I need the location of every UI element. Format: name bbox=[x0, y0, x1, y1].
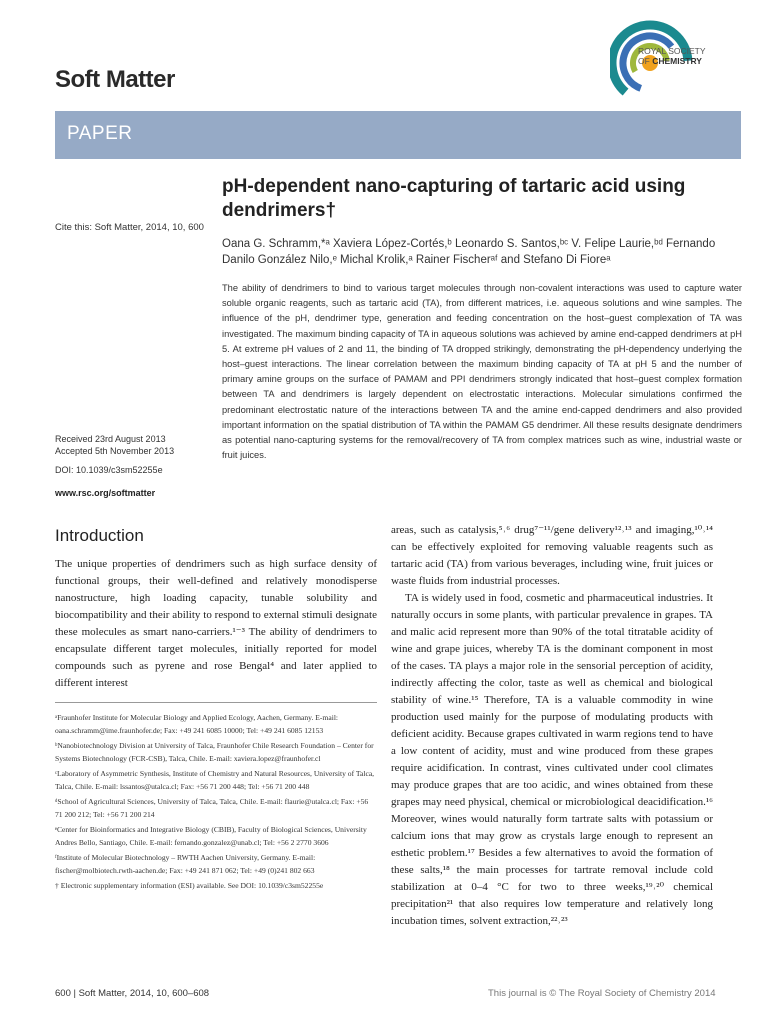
logo-wordmark bbox=[638, 46, 706, 66]
journal-website-link[interactable]: www.rsc.org/softmatter bbox=[55, 488, 156, 498]
logo-line-1: ROYAL SOCIETY bbox=[638, 46, 706, 56]
received-date: Received 23rd August 2013 bbox=[55, 434, 166, 444]
intro-paragraph-3: TA is widely used in food, cosmetic and pharmaceutical industries. It naturally occurs in some plants, with particular prevalence in grapes. TA and malic acid represent more than 90% of the total titratable acidity of wine and grape juices, whereby TA is the dominant component in most of the cases. TA plays a major role in the sensorial perception of acidity, indirectly affecting the color, taste as well as chemical and biological stability of wine.¹⁵ Therefore, TA is a valuable commodity in wine production used mainly for the purpose of modulating products with deficient acidity. Because grapes cultivated in warm regions tend to have a low content of acidity, must and wine produced from these grapes require acidification. In contrast, vines cultivated under cool climates may produce grapes that are too acidic, and wines obtained from these grapes may need physical, chemical or microbiological deacidification.¹⁶ Moreover, wines would naturally form tartrate salts with potassium or calcium ions that may grow as crystals large enough to represent an esthetic problem.¹⁷ Besides a few alternatives to avoid the formation of these salts,¹⁸ the main processes for tartrate removal include cold stabilization at 0–4 °C for two to three weeks,¹⁹˒²⁰ chemical precipitation²¹ that also requires low temperature and relatively long incubation times, solvent extraction,²²˒²³ bbox=[391, 592, 713, 927]
journal-title: Soft Matter bbox=[55, 66, 175, 93]
article-dates bbox=[55, 433, 174, 457]
footnote-c: ᶜLaboratory of Asymmetric Synthesis, Institute of Chemistry and Natural Resources, University of Talca, Talca, Chile. E-mail: lssantos@utalca.cl; Fax: +56 71 200 448; Tel: +56 71 200 448 bbox=[55, 769, 375, 791]
article-type-band bbox=[55, 111, 741, 159]
section-heading-introduction: Introduction bbox=[55, 526, 144, 545]
footnote-f: ᶠInstitute of Molecular Biotechnology – RWTH Aachen University, Germany. E-mail: fischer@molbiotech.rwth-aachen.de; Fax: +49 241 871 062; Tel: +49 (0)241 802 663 bbox=[55, 853, 316, 875]
article-title: pH-dependent nano-capturing of tartaric acid using dendrimers† bbox=[222, 176, 686, 221]
footnote-b: ᵇNanobiotechnology Division at University of Talca, Fraunhofer Chile Research Foundation – Center for Systems Biotechnology (FCR-CSB), Talca, Chile. E-mail: xaviera.lopez@fraunhofer.cl bbox=[55, 741, 374, 763]
page-footer-citation: 600 | Soft Matter, 2014, 10, 600–608 bbox=[55, 988, 210, 999]
footnote-d: ᵈSchool of Agricultural Sciences, University of Talca, Talca, Chile. E-mail: flaurie@utalca.cl; Fax: +56 71 200 212; Tel: +56 71 200 214 bbox=[55, 797, 369, 819]
logo-line-2 bbox=[638, 56, 706, 66]
intro-paragraph-1: The unique properties of dendrimers such as high surface density of functional groups, their well-defined and relatively monodisperse nanostructure, high loading capacity, tunable solubility and biocompatibility and their ability to respond to external stimuli designate these molecules as smart nano-carriers.¹⁻³ The ability of dendrimers to encapsulate different target molecules, initially reported for model compounds such as pyrene and rose Bengal⁴ and later applied to different interest bbox=[55, 558, 377, 689]
footnote-divider bbox=[55, 702, 377, 703]
intro-left-column bbox=[55, 556, 377, 692]
citation: Cite this: Soft Matter, 2014, 10, 600 bbox=[55, 222, 204, 233]
footnote-esi: † Electronic supplementary information (ESI) available. See DOI: 10.1039/c3sm52255e bbox=[55, 881, 324, 890]
footnote-a: ᵃFraunhofer Institute for Molecular Biology and Applied Ecology, Aachen, Germany. E-mail: oana.schramm@ime.fraunhofer.de; Fax: +49 241 6085 10000; Tel: +49 241 6085 12153 bbox=[55, 713, 339, 735]
doi[interactable]: DOI: 10.1039/c3sm52255e bbox=[55, 465, 163, 475]
author-list: Oana G. Schramm,*ᵃ Xaviera López-Cortés,ᵇ Leonardo S. Santos,ᵇᶜ V. Felipe Laurie,ᵇᵈ Fernando Danilo González Nilo,ᵉ Michal Krolik,ᵃ Rainer Fischerᵃᶠ and Stefano Di Fioreᵃ bbox=[222, 238, 716, 266]
logo-line-2-prefix: OF bbox=[638, 56, 650, 66]
footnote-e: ᵉCenter for Bioinformatics and Integrative Biology (CBIB), Faculty of Biological Sciences, University Andres Bello, Santiago, Chile. E-mail: fernando.gonzalez@unab.cl; Tel: +56 2 2770 3606 bbox=[55, 825, 367, 847]
article-type-label: PAPER bbox=[67, 123, 133, 144]
page-footer-copyright: This journal is © The Royal Society of Chemistry 2014 bbox=[488, 988, 716, 999]
intro-paragraph-2: areas, such as catalysis,⁵˒⁶ drug⁷⁻¹¹/gene delivery¹²˒¹³ and imaging,¹⁰˒¹⁴ can be effectively exploited for removing valuable reagents such as tartaric acid (TA) from various beverages, including wine, fruit juices or waste fluids from industrial processes. bbox=[391, 524, 713, 587]
abstract: The ability of dendrimers to bind to various target molecules through non-covalent interactions was used to capture water soluble organic reagents, such as tartaric acid (TA), from different matrices, i.e. aqueous solutions and wine samples. The influence of the pH, dendrimer type, generation and feeding concentration on the host–guest complexation of TA was investigated. The maximum binding capacity of TA in aqueous solutions was achieved by amine end-capped dendrimers at pH 5. At extreme pH values of 2 and 11, the binding of TA dropped strikingly, demonstrating the pH-dependency underlying the host–guest interactions. The linear correlation between the maximum binding capacity of TA at pH 5 and the number of primary amine groups on the surface of PAMAM and PPI dendrimers strongly indicated that host–guest complex formation between TA and dendrimers is largely dependent on electrostatic interactions. Molecular simulations confirmed the predominant electrostatic nature of the interactions between TA and the amine end-capped dendrimers and also provided important information on the spatial distribution of TA within the PAMAM G5 dendrimer. All these results designate dendrimers as potential nano-capturing systems for the removal/recovery of TA from complex matrices such as wine, industrial waste or fruit juices. bbox=[222, 283, 742, 461]
affiliation-footnotes bbox=[55, 712, 377, 893]
intro-right-column bbox=[391, 522, 713, 930]
accepted-date: Accepted 5th November 2013 bbox=[55, 446, 175, 456]
logo-line-2-bold: CHEMISTRY bbox=[652, 56, 702, 66]
